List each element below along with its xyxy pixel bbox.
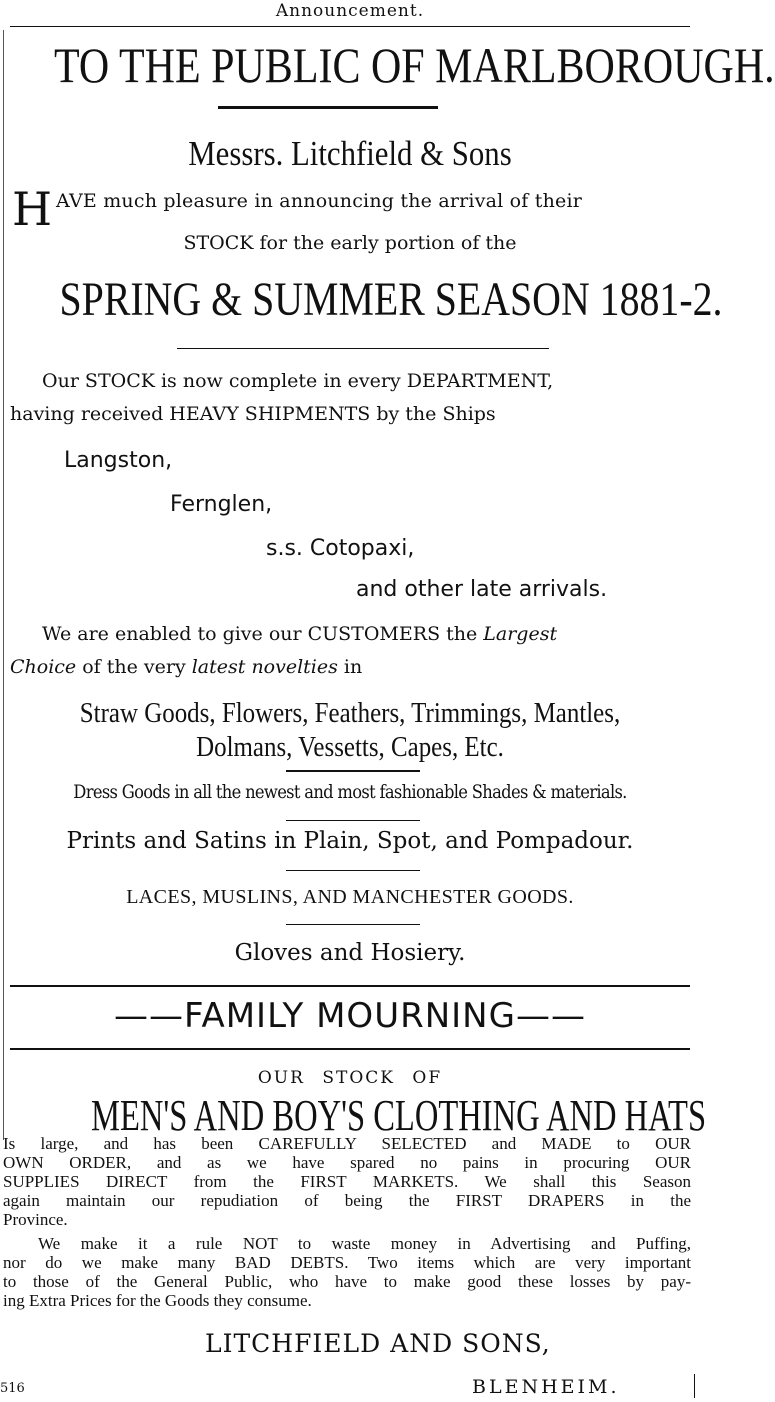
- choice-line-1: [42, 623, 557, 645]
- left-margin-line: [3, 30, 4, 1140]
- dress-goods-line: Dress Goods in all the newest and most fashionable Shades & materials.: [73, 781, 627, 803]
- intro-line-1: AVE much pleasure in announcing the arrival of their: [56, 190, 583, 212]
- choice-italic: Largest: [483, 623, 558, 645]
- rule-para-line: We make it a rule NOT to waste money in Advertising and Puffing,: [38, 1234, 691, 1253]
- right-corner-mark: [694, 1374, 695, 1398]
- goods-line-1: Straw Goods, Flowers, Feathers, Trimmings, Mantles,: [79, 697, 621, 729]
- headline: TO THE PUBLIC OF MARLBOROUGH.: [54, 37, 775, 93]
- rule-para-line: to those of the General Public, who have to make good these losses by pay-: [3, 1272, 691, 1291]
- choice-text: of the very: [76, 656, 192, 678]
- location: BLENHEIM.: [472, 1376, 620, 1398]
- choice-line-2: [10, 656, 362, 678]
- mourning-rule-bottom: [10, 1048, 690, 1050]
- section-label: Announcement.: [275, 1, 425, 21]
- choice-italic: latest novelties: [191, 656, 338, 678]
- intro-drop-cap: H: [12, 182, 53, 236]
- our-stock-of: OUR STOCK OF: [257, 1068, 443, 1088]
- season-title: SPRING & SUMMER SEASON 1881-2.: [59, 273, 723, 326]
- ship-name: and other late arrivals.: [356, 577, 608, 602]
- ship-name: s.s. Cotopaxi,: [266, 536, 415, 561]
- intro-line-2: STOCK for the early portion of the: [183, 232, 517, 254]
- prints-line: Prints and Satins in Plain, Spot, and Pompadour.: [66, 828, 634, 854]
- ship-name: Langston,: [64, 448, 173, 473]
- choice-text: We are enabled to give our CUSTOMERS the: [42, 623, 484, 645]
- firm-name: Messrs. Litchfield & Sons: [188, 134, 512, 173]
- rule-para-line: ing Extra Prices for the Goods they consume.: [3, 1291, 312, 1310]
- prints-rule: [286, 870, 420, 871]
- header-rule: [10, 26, 690, 27]
- clothing-para-line: again maintain our repudiation of being the FIRST DRAPERS in the: [3, 1191, 691, 1210]
- laces-line: LACES, MUSLINS, AND MANCHESTER GOODS.: [126, 886, 574, 908]
- signature: LITCHFIELD AND SONS,: [205, 1329, 551, 1358]
- mourning-heading: ——FAMILY MOURNING——: [114, 996, 586, 1036]
- page-number: 516: [0, 1381, 25, 1396]
- clothing-para-line: SUPPLIES DIRECT from the FIRST MARKETS. We shall this Season: [3, 1172, 691, 1191]
- season-rule: [177, 348, 549, 349]
- clothing-title: MEN'S AND BOY'S CLOTHING AND HATS: [91, 1091, 707, 1140]
- mourning-rule-top: [10, 985, 690, 987]
- headline-rule: [218, 106, 438, 109]
- gloves-line: Gloves and Hosiery.: [234, 940, 466, 966]
- choice-text: in: [337, 656, 363, 678]
- stock-line-2: having received HEAVY SHIPMENTS by the Ships: [10, 403, 496, 425]
- choice-italic: Choice: [10, 656, 77, 678]
- goods-line-2: Dolmans, Vessetts, Capes, Etc.: [196, 731, 504, 763]
- laces-rule: [286, 924, 420, 925]
- clothing-para-line: Is large, and has been CAREFULLY SELECTED and MADE to OUR: [3, 1134, 691, 1153]
- dress-goods-rule: [286, 820, 420, 821]
- clothing-para-line: Province.: [3, 1210, 68, 1229]
- goods-rule: [286, 770, 420, 772]
- stock-line-1: Our STOCK is now complete in every DEPARTMENT,: [42, 370, 554, 392]
- rule-para-line: nor do we make many BAD DEBTS. Two items which are very important: [3, 1253, 691, 1272]
- clothing-para-line: OWN ORDER, and as we have spared no pains in procuring OUR: [3, 1153, 691, 1172]
- ship-name: Fernglen,: [170, 492, 273, 517]
